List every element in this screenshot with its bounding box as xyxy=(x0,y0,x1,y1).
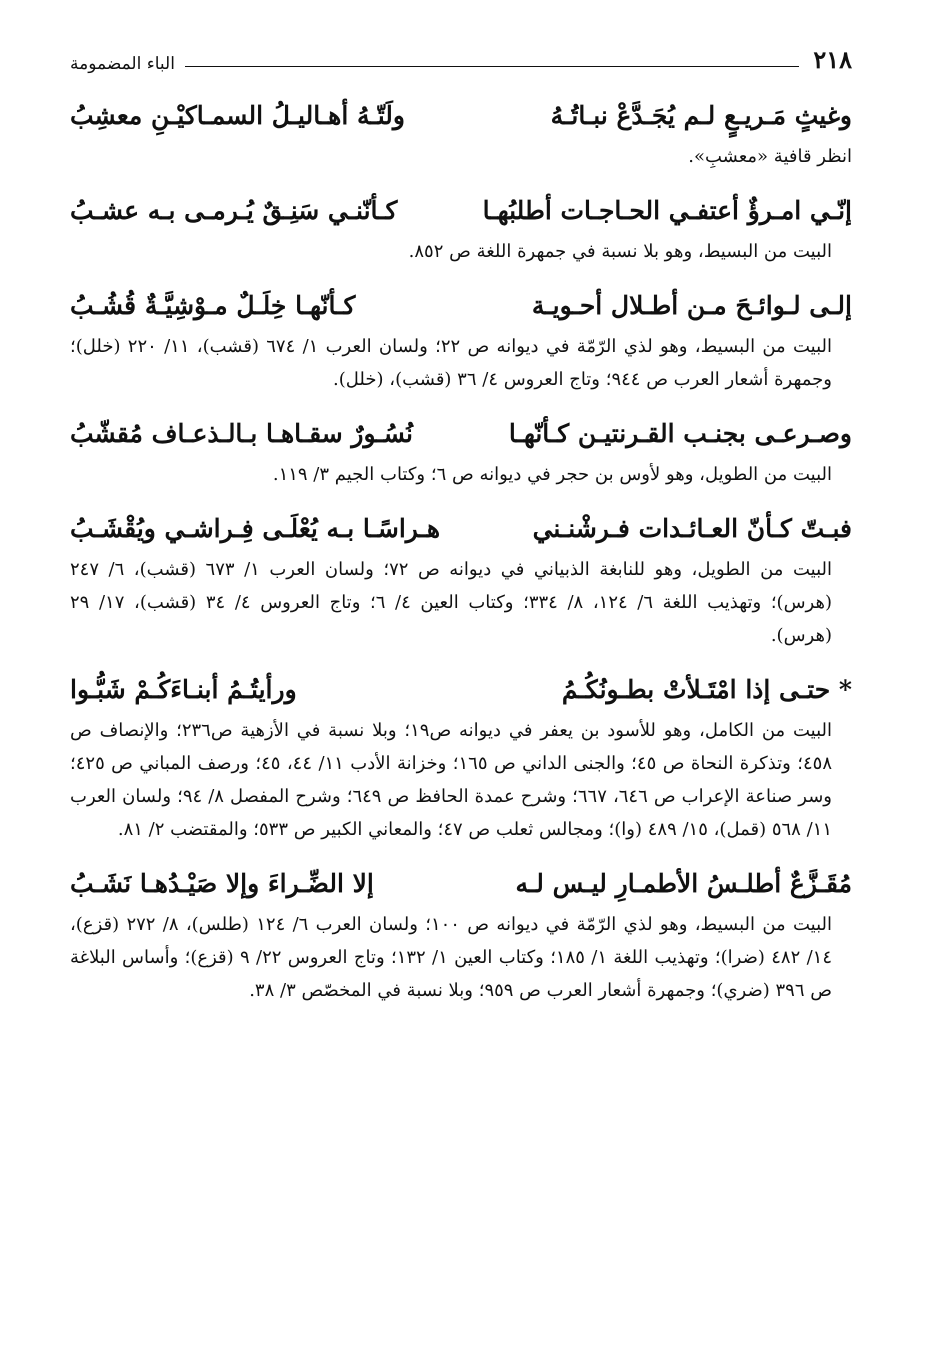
second-hemistich: كـأنّنـي سَنِـقٌ يُـرمـى بـه عشـبُ xyxy=(70,196,398,225)
first-hemistich: فبـتّ كـأنّ العـائـدات فـرشْنـني xyxy=(532,514,852,543)
book-page xyxy=(70,40,852,1025)
second-hemistich: كـأنّهـا خِلَـلٌ مـوْشِيَّـةٌ قُشُـبُ xyxy=(70,291,356,320)
verse-line xyxy=(70,191,852,231)
verse-line xyxy=(70,509,852,549)
verse-line xyxy=(70,414,852,454)
source-note: البيت من الكامل، وهو للأسود بن يعفر في ديوانه ص١٩؛ وبلا نسبة في الأزهية ص٢٣٦؛ والإنصاف ص ٤٥٨؛ وتذكرة النحاة ص ٤٥؛ والجنى الداني ص ١٦٥؛ وخزانة الأدب ١١/ ٤٤، ٤٥؛ ورصف المباني ص ٤٢٥؛ وسر صناعة الإعراب ص ٦٤٦، ٦٦٧؛ وشرح عمدة الحافظ ص ٦٤٩؛ وشرح المفصل ٨/ ٩٤؛ ولسان العرب ١١/ ٥٦٨ (قمل)، ١٥/ ٤٨٩ (وا)؛ ومجالس ثعلب ص ٤٧؛ والمعاني الكبير ص ٥٣٣؛ والمقتضب ٢/ ٨١. xyxy=(70,720,833,840)
verse-entry xyxy=(70,414,852,491)
first-hemistich: وصـرعـى بجنـب القـرنتيـن كـأنّهـا xyxy=(508,419,852,448)
verse-entry xyxy=(70,509,852,652)
first-hemistich: * حتـى إذا امْتَـلأتْ بطـونُكُـمُ xyxy=(561,675,852,704)
second-hemistich: نُسُـورٌ سقـاهـا بـالـذعـاف مُقشّبُ xyxy=(70,419,413,448)
verse-line xyxy=(70,864,852,904)
verse-line xyxy=(70,96,852,136)
source-note: انظر قافية «معشبِ». xyxy=(688,146,852,167)
first-hemistich: وغيثٍ مَـريـعٍ لـم يُجَـدَّعْ نبـاتُـهُ xyxy=(550,101,852,130)
verse-line xyxy=(70,670,852,710)
source-note: البيت من الطويل، وهو للنابغة الذبياني في ديوانه ص ٧٢؛ ولسان العرب ١/ ٦٧٣ (قشب)، ٦/ ٢٤٧ (هرس)؛ وتهذيب اللغة ٦/ ١٢٤، ٨/ ٣٣٤؛ وكتاب العين ٤/ ٦؛ وتاج العروس ٤/ ٣٤ (قشب)، ١٧/ ٢٩ (هرس). xyxy=(70,559,833,646)
running-head: الباء المضمومة xyxy=(70,54,175,74)
verse-entry xyxy=(70,96,852,173)
source-note: البيت من الطويل، وهو لأوس بن حجر في ديوانه ص ٦؛ وكتاب الجيم ٣/ ١١٩. xyxy=(272,464,832,485)
first-hemistich: إنّـي امـرؤٌ أعتفـي الحـاجـات أطلبُهـا xyxy=(482,196,852,225)
source-note: البيت من البسيط، وهو لذي الرّمّة في ديوانه ص ١٠٠؛ ولسان العرب ٦/ ١٢٤ (طلس)، ٨/ ٢٧٢ (قزع)، ١٤/ ٤٨٢ (ضرا)؛ وتهذيب اللغة ١/ ١٨٥؛ وكتاب العين ١/ ١٣٢؛ وتاج العروس ٢٢/ ٩ (قزع)؛ وأساس البلاغة ص ٣٩٦ (ضري)؛ وجمهرة أشعار العرب ص ٩٥٩؛ وبلا نسبة في المخصّص ٣/ ٣٨. xyxy=(70,914,833,1001)
page-header xyxy=(70,40,852,74)
source-note: البيت من البسيط، وهو بلا نسبة في جمهرة اللغة ص ٨٥٢. xyxy=(408,241,832,262)
verse-entry xyxy=(70,864,852,1007)
verse-entry xyxy=(70,670,852,846)
second-hemistich: ورأيتُـمُ أبنـاءَكُـمْ شَبُّـوا xyxy=(70,675,297,704)
source-note: البيت من البسيط، وهو لذي الرّمّة في ديوانه ص ٢٢؛ ولسان العرب ١/ ٦٧٤ (قشب)، ١١/ ٢٢٠ (خلل)؛ وجمهرة أشعار العرب ص ٩٤٤؛ وتاج العروس ٤/ ٣٦ (قشب)، (خلل). xyxy=(70,336,833,390)
first-hemistich: مُقَـزَّعٌ أطلـسُ الأطمـارِ ليـس لـه xyxy=(515,869,852,898)
first-hemistich: إلـى لـوائـحَ مـن أطـلال أحـويـة xyxy=(531,291,852,320)
second-hemistich: إلا الضِّـراءَ وإلا صَيْـدُهـا نَشَـبُ xyxy=(70,869,374,898)
verse-entry xyxy=(70,286,852,396)
header-rule xyxy=(185,66,799,67)
verse-line xyxy=(70,286,852,326)
second-hemistich: ولَتّـهُ أهـاليـلُ السمـاكيْـنِ معشِبُ xyxy=(70,101,405,130)
page-number: ٢١٨ xyxy=(813,45,852,74)
second-hemistich: هـراسًـا بـه يُعْلَـى فِـراشـي ويُقْشَـبُ xyxy=(70,514,441,543)
verse-entry xyxy=(70,191,852,268)
